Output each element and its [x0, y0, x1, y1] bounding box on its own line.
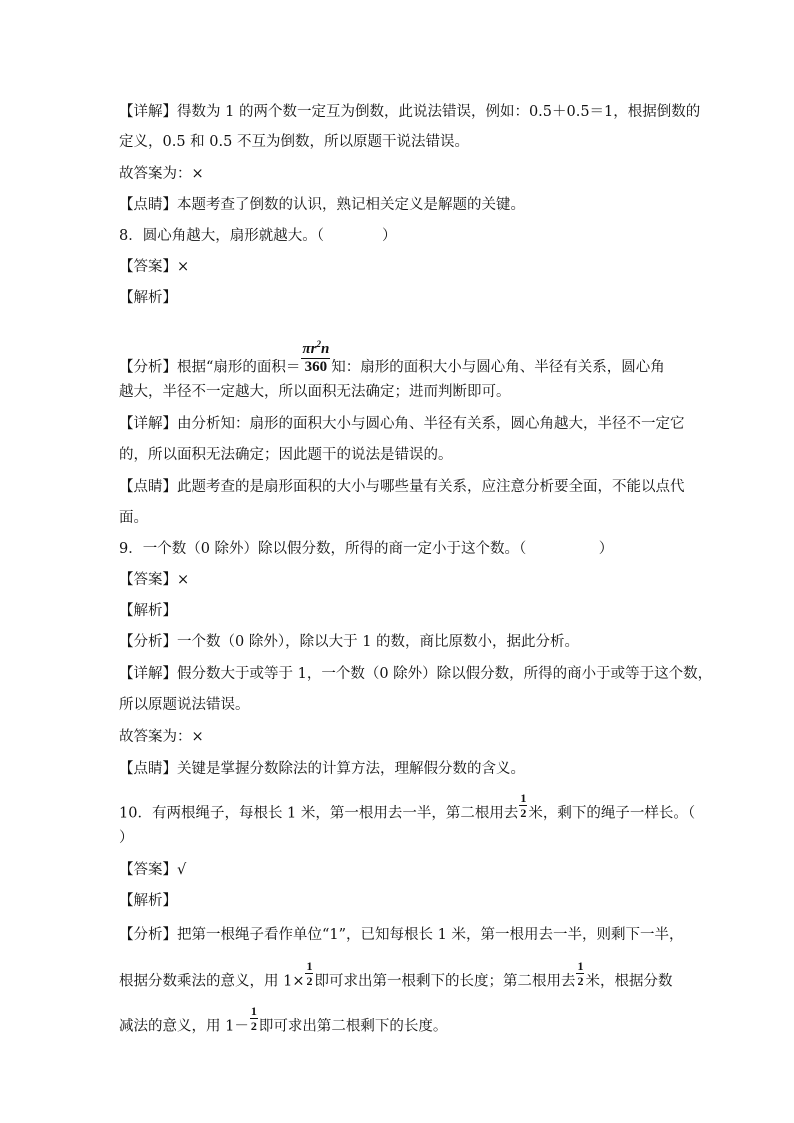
- text-line: 定义，0.5 和 0.5 不互为倒数，所以原题干说法错误。: [119, 134, 469, 150]
- text-line: 【点睛】此题考查的是扇形面积的大小与哪些量有关系，应注意分析要全面，不能以点代: [119, 479, 685, 495]
- text-line: 面。: [119, 510, 148, 526]
- answer-label: 【答案】×: [119, 572, 190, 588]
- answer-label: 【答案】√: [119, 862, 187, 878]
- text-segment: 米，根据分数: [585, 973, 673, 990]
- formula-numerator: $\pi r^2n$: [302, 339, 330, 357]
- question-10: [119, 791, 696, 827]
- text-line: 的，所以面积无法确定；因此题干的说法是错误的。: [119, 447, 453, 463]
- text-line: 【分析】把第一根绳子看作单位“1”，已知每根长 1 米，第一根用去一半，则剩下一半，: [119, 927, 684, 943]
- sector-area-formula: [301, 340, 330, 375]
- text-line: 所以原题说法错误。: [119, 697, 250, 713]
- text-segment: 根据分数乘法的意义，用 1×: [119, 973, 305, 990]
- fraction-one-half: $\frac{1}{2}$: [577, 959, 584, 988]
- text-line: 【详解】由分析知：扇形的面积大小与圆心角、半径有关系，圆心角越大，半径不一定它: [119, 416, 685, 432]
- text-segment: 10．有两根绳子，每根长 1 米，第一根用去一半，第二根用去: [119, 805, 519, 822]
- text-line: 【点睛】本题考查了倒数的认识，熟记相关定义是解题的关键。: [119, 197, 525, 213]
- text-segment: 即可求出第一根剩下的长度；第二根用去: [314, 973, 576, 990]
- text-line: 故答案为：×: [119, 729, 204, 745]
- text-line: ）: [119, 830, 134, 846]
- fraction-one-half: $\frac{1}{2}$: [250, 1004, 257, 1033]
- answer-label: 【答案】×: [119, 259, 190, 275]
- text-segment: 【分析】根据“扇形的面积＝: [119, 359, 301, 376]
- text-line: 故答案为：×: [119, 166, 204, 182]
- question-8: 8．圆心角越大，扇形就越大。（ ）: [119, 228, 397, 244]
- question-9: 9．一个数（0 除外）除以假分数，所得的商一定小于这个数。（ ）: [119, 541, 614, 557]
- analysis-heading: 【解析】: [119, 893, 177, 909]
- text-line: 【分析】一个数（0 除外），除以大于 1 的数，商比原数小，据此分析。: [119, 634, 580, 650]
- text-line-with-fraction: [119, 1004, 448, 1040]
- analysis-heading: 【解析】: [119, 603, 177, 619]
- fraction-one-half: $\frac{1}{2}$: [306, 959, 313, 988]
- text-line: 【点睛】关键是掌握分数除法的计算方法，理解假分数的含义。: [119, 761, 525, 777]
- text-segment: 减法的意义，用 1－: [119, 1018, 249, 1035]
- analysis-heading: 【解析】: [119, 290, 177, 306]
- text-line: 【详解】得数为 1 的两个数一定互为倒数，此说法错误，例如：0.5＋0.5＝1，根据倒数的: [119, 104, 701, 120]
- text-segment: 米，剩下的绳子一样长。（: [528, 805, 696, 822]
- fraction-one-half: $\frac{1}{2}$: [520, 791, 527, 820]
- text-line: 【详解】假分数大于或等于 1，一个数（0 除外）除以假分数，所得的商小于或等于这个数，: [119, 666, 713, 682]
- text-line-with-formula: [119, 339, 665, 385]
- text-segment: 知：扇形的面积大小与圆心角、半径有关系，圆心角: [331, 359, 665, 376]
- text-line-with-fractions: [119, 959, 673, 995]
- text-segment: 即可求出第二根剩下的长度。: [258, 1018, 448, 1035]
- formula-denominator: 360: [304, 359, 328, 375]
- text-line: 越大，半径不一定越大，所以面积无法确定；进而判断即可。: [119, 384, 511, 400]
